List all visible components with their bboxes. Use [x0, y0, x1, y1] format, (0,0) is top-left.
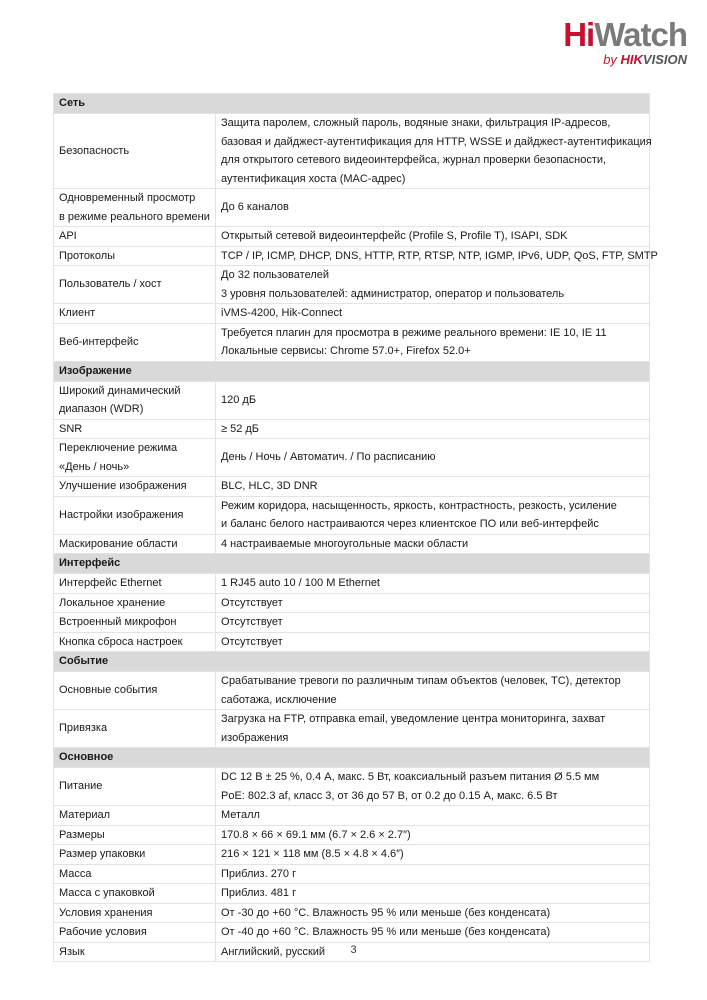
section-header-row [54, 361, 650, 381]
spec-label [54, 710, 216, 748]
spec-label-line: Настройки изображения [59, 508, 184, 521]
spec-label-line: Рабочие условия [59, 926, 147, 938]
spec-row [54, 246, 650, 266]
spec-value-line: iVMS-4200, Hik-Connect [221, 307, 343, 319]
spec-value-line: Отсутствует [221, 616, 283, 628]
spec-value-line: для открытого сетевого видеоинтерфейса, журнал проверки безопасности, [221, 154, 607, 166]
spec-value-line: Защита паролем, сложный пароль, водяные знаки, фильтрация IP-адресов, [221, 117, 611, 129]
section-title: Интерфейс [54, 554, 650, 574]
spec-label-line: Переключение режима [59, 442, 178, 454]
spec-row [54, 845, 650, 865]
spec-label [54, 632, 216, 652]
logo-hi: Hi [563, 16, 595, 53]
spec-label [54, 323, 216, 361]
spec-table-body [54, 94, 658, 962]
spec-label-line: Протоколы [59, 249, 116, 262]
logo-vision: VISION [642, 52, 687, 67]
spec-table [53, 93, 658, 962]
spec-row [54, 574, 650, 594]
spec-label [54, 903, 216, 923]
spec-label [54, 593, 216, 613]
spec-row [54, 768, 650, 806]
spec-label-line: Материал [59, 809, 110, 821]
spec-label [54, 246, 216, 266]
spec-value-line: До 6 каналов [221, 201, 289, 214]
spec-value [216, 903, 650, 923]
spec-label [54, 114, 216, 189]
spec-row [54, 903, 650, 923]
spec-value [216, 323, 650, 361]
spec-value [216, 189, 650, 227]
section-header-row [54, 748, 650, 768]
spec-label [54, 227, 216, 247]
spec-value-line: Отсутствует [221, 596, 283, 609]
spec-value [216, 496, 650, 534]
spec-label-line: Клиент [59, 307, 96, 319]
spec-value-line: От -30 до +60 °C. Влажность 95 % или меньше (без конденсата) [221, 906, 551, 919]
spec-row [54, 381, 650, 419]
spec-label-line: Широкий динамический [59, 384, 181, 397]
spec-label-line: Размеры [59, 828, 105, 841]
spec-label [54, 266, 216, 304]
spec-row [54, 632, 650, 652]
spec-value-line: Режим коридора, насыщенность, яркость, контрастность, резкость, усиление [221, 499, 617, 512]
spec-label-line: Кнопка сброса настроек [59, 635, 183, 648]
spec-value [216, 806, 650, 826]
spec-label [54, 304, 216, 324]
spec-row [54, 710, 650, 748]
spec-label [54, 439, 216, 477]
spec-row [54, 496, 650, 534]
spec-label-line: Размер упаковки [59, 848, 146, 860]
spec-label-line: SNR [59, 422, 83, 435]
spec-row [54, 884, 650, 904]
spec-value-line: Требуется плагин для просмотра в режиме реального времени: IE 10, IE 11 [221, 326, 607, 339]
spec-label-line: Язык [59, 945, 85, 958]
spec-row [54, 613, 650, 633]
spec-value-line: 120 дБ [221, 393, 257, 406]
spec-label [54, 923, 216, 943]
spec-label [54, 845, 216, 865]
spec-label-line: Масса [59, 867, 92, 880]
spec-value-line: Загрузка на FTP, отправка email, уведомление центра мониторинга, захват [221, 713, 606, 725]
spec-label [54, 189, 216, 227]
spec-label [54, 672, 216, 710]
spec-value-line: 170.8 × 66 × 69.1 мм (6.7 × 2.6 × 2.7″) [221, 828, 411, 841]
spec-row [54, 477, 650, 497]
spec-value [216, 593, 650, 613]
spec-value [216, 672, 650, 710]
spec-label-line: в режиме реального времени [59, 210, 210, 223]
spec-label-line: API [59, 230, 77, 242]
spec-value-line: Приблиз. 481 г [221, 887, 297, 899]
spec-label [54, 381, 216, 419]
page-number: 3 [350, 944, 357, 956]
spec-row [54, 114, 650, 189]
spec-value [216, 304, 650, 324]
spec-value-line: аутентификация хоста (MAC-адрес) [221, 172, 406, 185]
spec-value [216, 825, 650, 845]
spec-label-line: Масса с упаковкой [59, 887, 155, 899]
spec-row [54, 266, 650, 304]
spec-value-line: Металл [221, 809, 260, 821]
spec-label [54, 419, 216, 439]
spec-row [54, 419, 650, 439]
spec-label-line: Питание [59, 780, 103, 793]
spec-value [216, 534, 650, 554]
hiwatch-logo [537, 18, 687, 67]
spec-label [54, 613, 216, 633]
section-title: Событие [54, 652, 650, 672]
spec-label [54, 477, 216, 497]
spec-label-line: «День / ночь» [59, 460, 130, 473]
spec-value-line: Английский, русский [221, 945, 326, 958]
spec-label-line: Одновременный просмотр [59, 192, 196, 204]
spec-label-line: Интерфейс Ethernet [59, 577, 162, 589]
spec-value [216, 114, 650, 189]
spec-label-line: Безопасность [59, 144, 130, 157]
logo-wordmark [537, 18, 687, 52]
spec-label [54, 496, 216, 534]
spec-label-line: Улучшение изображения [59, 480, 187, 492]
section-title: Сеть [54, 94, 650, 114]
spec-value-line: От -40 до +60 °C. Влажность 95 % или меньше (без конденсата) [221, 926, 551, 938]
spec-value-line: Открытый сетевой видеоинтерфейс (Profile S, Profile T), ISAPI, SDK [221, 230, 568, 242]
spec-value-line: DC 12 В ± 25 %, 0.4 А, макс. 5 Вт, коаксиальный разъем питания Ø 5.5 мм [221, 771, 600, 783]
spec-value-line: 4 настраиваемые многоугольные маски области [221, 537, 469, 550]
spec-row [54, 672, 650, 710]
section-header-row [54, 554, 650, 574]
spec-value-line: ≥ 52 дБ [221, 422, 260, 435]
spec-value [216, 246, 658, 266]
spec-value [216, 574, 650, 594]
spec-row [54, 323, 650, 361]
spec-value [216, 439, 650, 477]
spec-label [54, 884, 216, 904]
section-header-row [54, 94, 650, 114]
spec-label [54, 806, 216, 826]
spec-label-line: Веб-интерфейс [59, 335, 139, 348]
spec-value [216, 923, 650, 943]
spec-value-line: 1 RJ45 auto 10 / 100 M Ethernet [221, 577, 380, 589]
spec-value [216, 884, 650, 904]
spec-value-line: саботажа, исключение [221, 693, 337, 706]
spec-label-line: Встроенный микрофон [59, 616, 177, 628]
spec-value-line: Локальные сервисы: Chrome 57.0+, Firefox 52.0+ [221, 345, 471, 357]
spec-value-line: BLC, HLC, 3D DNR [221, 480, 318, 492]
spec-row [54, 189, 650, 227]
spec-value-line: День / Ночь / Автоматич. / По расписанию [221, 451, 436, 464]
spec-value [216, 477, 650, 497]
section-title: Изображение [54, 361, 650, 381]
spec-value [216, 613, 650, 633]
spec-value-line: изображения [221, 731, 289, 744]
spec-label-line: диапазон (WDR) [59, 403, 144, 415]
logo-tagline [537, 53, 687, 67]
spec-label-line: Основные события [59, 684, 158, 697]
spec-label-line: Маскирование области [59, 537, 178, 550]
spec-label [54, 768, 216, 806]
spec-value-line: TCP / IP, ICMP, DHCP, DNS, HTTP, RTP, RTSP, NTP, IGMP, IPv6, UDP, QoS, FTP, SMTP [221, 249, 658, 262]
spec-label-line: Локальное хранение [59, 596, 166, 609]
spec-value [216, 864, 650, 884]
spec-value-line: базовая и дайджест-аутентификация для HTTP, WSSE и дайджест-аутентификация [221, 135, 652, 148]
logo-hik: HIK [620, 52, 643, 67]
spec-row [54, 304, 650, 324]
spec-value [216, 266, 650, 304]
spec-value [216, 845, 650, 865]
spec-value [216, 768, 650, 806]
spec-value [216, 227, 650, 247]
spec-row [54, 534, 650, 554]
spec-value-line: Срабатывание тревоги по различным типам объектов (человек, ТС), детектор [221, 675, 621, 687]
spec-row [54, 806, 650, 826]
spec-row [54, 227, 650, 247]
spec-label-line: Условия хранения [59, 906, 153, 919]
spec-label-line: Пользователь / хост [59, 278, 162, 291]
spec-value-line: PoE: 802.3 af, класс 3, от 36 до 57 В, от 0.2 до 0.15 А, макс. 6.5 Вт [221, 789, 558, 802]
spec-value [216, 710, 650, 748]
spec-value-line: и баланс белого настраиваются через клиентское ПО или веб-интерфейс [221, 518, 599, 530]
spec-row [54, 825, 650, 845]
spec-value [216, 632, 650, 652]
spec-label [54, 534, 216, 554]
section-header-row [54, 652, 650, 672]
spec-value-line: 3 уровня пользователей: администратор, оператор и пользователь [221, 287, 565, 300]
spec-row [54, 439, 650, 477]
section-title: Основное [54, 748, 650, 768]
spec-value-line: До 32 пользователей [221, 269, 330, 281]
spec-row [54, 593, 650, 613]
spec-row [54, 864, 650, 884]
spec-row [54, 923, 650, 943]
spec-label [54, 825, 216, 845]
logo-watch: Watch [594, 16, 687, 53]
spec-value-line: Отсутствует [221, 635, 283, 648]
spec-label [54, 864, 216, 884]
spec-value-line: 216 × 121 × 118 мм (8.5 × 4.8 × 4.6″) [221, 848, 404, 860]
spec-value [216, 381, 650, 419]
spec-label-line: Привязка [59, 722, 108, 735]
logo-by: by [603, 52, 621, 67]
spec-value [216, 419, 650, 439]
spec-label [54, 574, 216, 594]
spec-value-line: Приблиз. 270 г [221, 867, 297, 880]
